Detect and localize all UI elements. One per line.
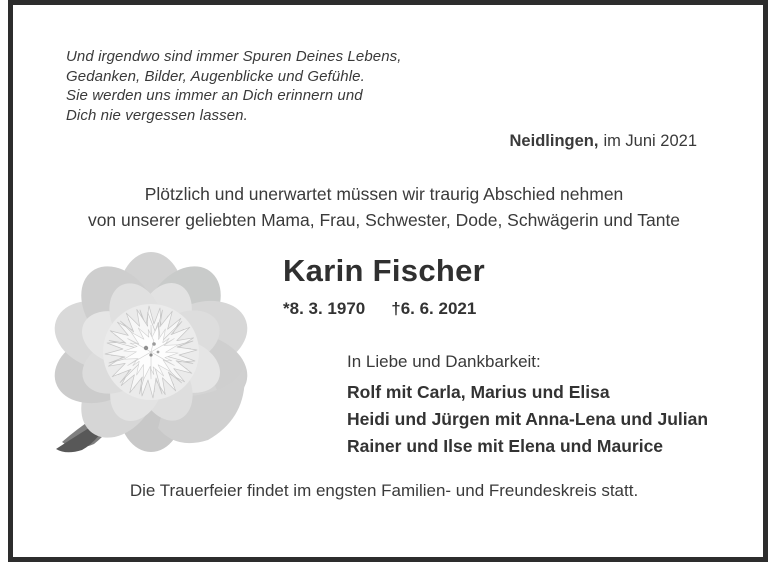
place-date-line [510,132,697,151]
verse-line: Und irgendwo sind immer Spuren Deines Lebens, [66,48,402,65]
mourners-heading: In Liebe und Dankbarkeit: [347,352,541,371]
deceased-block [283,254,485,319]
life-dates [283,299,485,319]
death-date: †6. 6. 2021 [391,299,477,318]
mourners-line: Rainer und Ilse mit Elena und Maurice [347,436,664,456]
verse-line: Sie werden uns immer an Dich erinnern und [66,87,363,104]
mourners-block [347,351,708,460]
funeral-info: Die Trauerfeier findet im engsten Familien- und Freundeskreis statt. [129,481,639,500]
place-name: Neidlingen, [509,132,599,150]
memorial-verse [66,47,402,125]
announcement-text [0,181,768,233]
peony-flower-image [48,248,255,466]
announcement-line: Plötzlich und unerwartet müssen wir traurig Abschied nehmen [144,184,624,204]
deceased-name: Karin Fischer [283,253,486,288]
verse-line: Dich nie vergessen lassen. [66,106,248,124]
announcement-line: von unserer geliebten Mama, Frau, Schwester, Dode, Schwägerin und Tante [87,210,681,230]
mourners-line: Heidi und Jürgen mit Anna-Lena und Julian [347,409,709,429]
birth-date: *8. 3. 1970 [283,299,366,318]
mourners-line: Rolf mit Carla, Marius und Elisa [347,382,610,402]
date-text: im Juni 2021 [603,132,697,150]
verse-line: Gedanken, Bilder, Augenblicke und Gefühle. [66,67,365,85]
